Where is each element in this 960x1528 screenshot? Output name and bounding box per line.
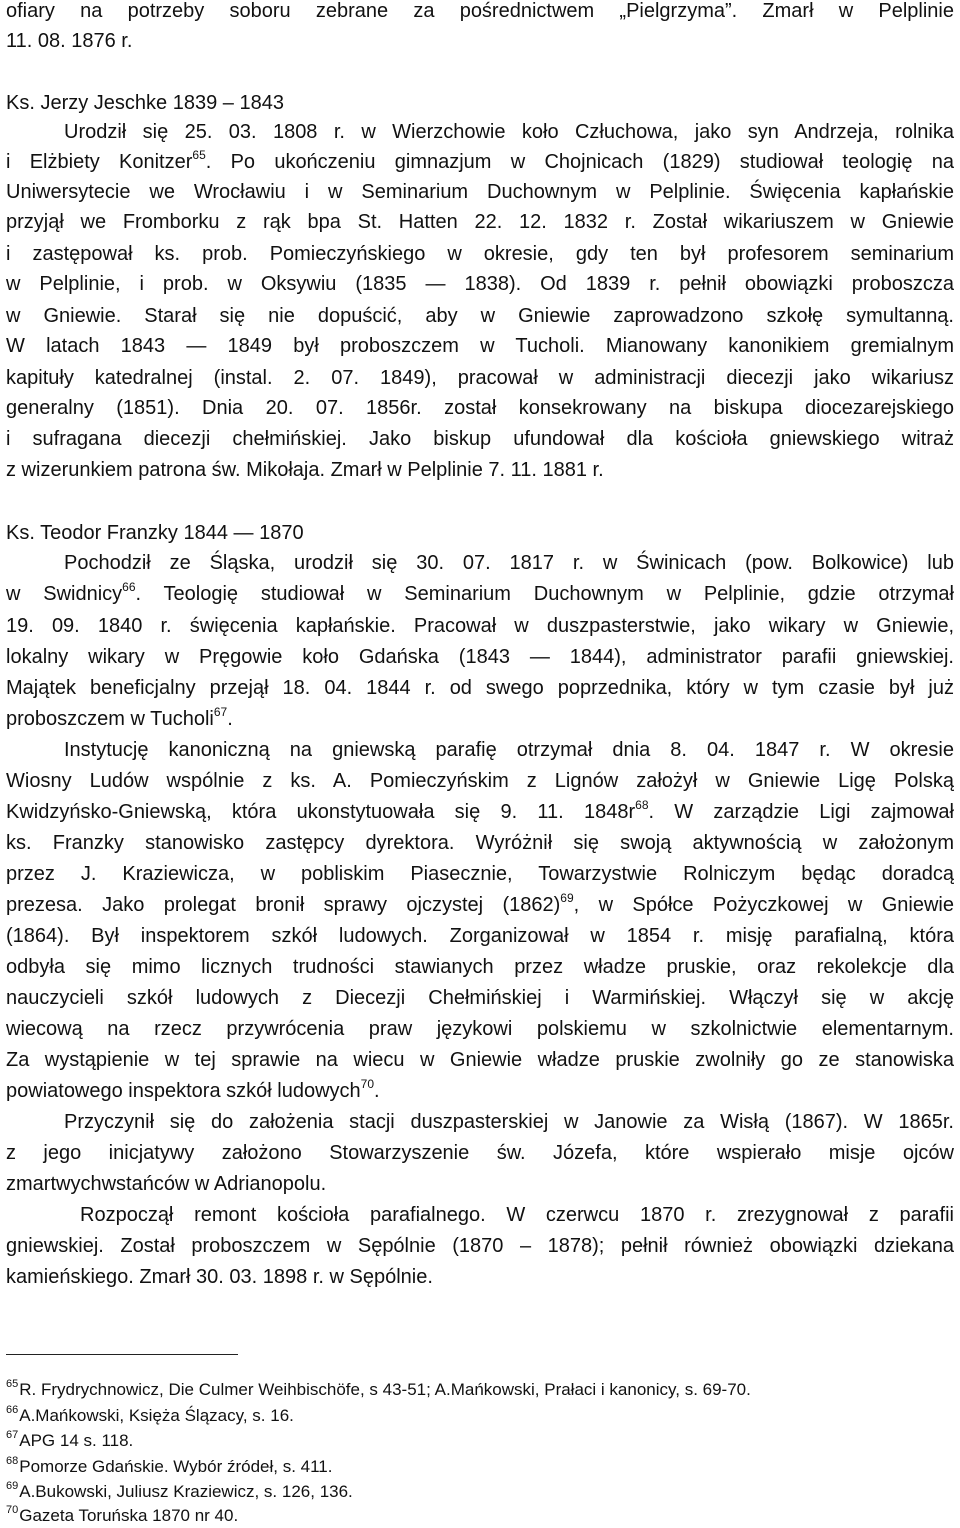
footnote-text: A.Mańkowski, Księża Ślązacy, s. 16. (19, 1406, 294, 1425)
text-line: przez J. Kraziewicza, w pobliskim Piasecznie, Towarzystwie Rolniczym będąc doradcą (6, 863, 954, 885)
footnote (6, 1398, 294, 1425)
text-line: W latach 1843 — 1849 był proboszczem w Tucholi. Mianowany kanonikiem gremialnym (6, 335, 954, 357)
footnote-number: 65 (6, 1378, 19, 1390)
text-line: (1864). Był inspektorem szkół ludowych. Zorganizował w 1854 r. misję parafialną, która (6, 925, 954, 947)
text-line: Urodził się 25. 03. 1808 r. w Wierzchowie koło Człuchowa, jako syn Andrzeja, rolnika (64, 121, 954, 143)
footnote-text: APG 14 s. 118. (19, 1431, 134, 1450)
footnote-divider (6, 1354, 238, 1355)
text-line: odbyła się mimo licznych trudności stawianych przez władze pruskie, oraz rekolekcje dla (6, 956, 954, 978)
footnote-number: 70 (6, 1504, 19, 1516)
text-line: i sufragana diecezji chełmińskiej. Jako biskup ufundował dla kościoła gniewskiego witraż (6, 428, 954, 450)
text-line: Instytucję kanoniczną na gniewską parafię otrzymał dnia 8. 04. 1847 r. W okresie (64, 739, 954, 761)
text-line: Kwidzyńsko-Gniewską, która ukonstytuowała się 9. 11. $1848r^{68}$. W zarządzie Ligi zajmował (6, 798, 954, 823)
footnote (6, 1372, 751, 1399)
section-heading: Ks. Jerzy Jeschke 1839 – 1843 (6, 92, 284, 114)
footnote-ref[interactable]: 65 (192, 148, 206, 162)
text-line: generalny (1851). Dnia 20. 07. 1856r. został konsekrowany na biskupa diocezarejskiego (6, 397, 954, 419)
footnote-text: A.Bukowski, Juliusz Kraziewicz, s. 126, 136. (19, 1482, 353, 1501)
text-line: Za wystąpienie w tej sprawie na wiecu w Gniewie władze pruskie zwolniły go ze stanowiska (6, 1049, 954, 1071)
text-line: i zastępował ks. prob. Pomieczyńskiego w okresie, gdy ten był profesorem seminarium (6, 243, 954, 265)
footnote-number: 69 (6, 1480, 19, 1492)
text-line: powiatowego inspektora szkół ludowych$^{70}$. (6, 1077, 380, 1102)
text-line: w Pelplinie, i prob. w Oksywiu (1835 — 1838). Od 1839 r. pełnił obowiązki proboszcza (6, 273, 954, 295)
text-line: zmartwychwstańców w Adrianopolu. (6, 1173, 327, 1195)
text-line: gniewskiej. Został proboszczem w Sępólnie (1870 – 1878); pełnił również obowiązki dziekana (6, 1235, 954, 1257)
footnote (6, 1498, 239, 1525)
text-line: z wizerunkiem patrona św. Mikołaja. Zmarł w Pelplinie 7. 11. 1881 r. (6, 459, 604, 481)
footnote-ref[interactable]: 67 (213, 705, 228, 719)
text-line: prezesa. Jako prolegat bronił sprawy ojczystej $(1862)^{69}$, w Spółce Pożyczkowej w Gniewie (6, 891, 954, 916)
text-line: w Swidnicy$^{66}$. Teologię studiował w Seminarium Duchownym w Pelplinie, gdzie otrzymał (6, 580, 954, 605)
footnote (6, 1423, 134, 1450)
footnote-ref[interactable]: 68 (635, 798, 649, 812)
text-line: Uniwersytecie we Wrocławiu i w Seminarium Duchownym w Pelplinie. Święcenia kapłańskie (6, 181, 954, 203)
footnote-number: 68 (6, 1455, 19, 1467)
text-line: 19. 09. 1840 r. święcenia kapłańskie. Pracował w duszpasterstwie, jako wikary w Gniewie, (6, 615, 954, 637)
text-line: Wiosny Ludów wspólnie z ks. A. Pomieczyńskim z Lignów założył w Gniewie Ligę Polską (6, 770, 954, 792)
footnote-text: Pomorze Gdańskie. Wybór źródeł, s. 411. (19, 1457, 333, 1476)
text-line: nauczycieli szkół ludowych z Diecezji Chełmińskiej i Warmińskiej. Włączył się w akcję (6, 987, 954, 1009)
text-line: ofiary na potrzeby soboru zebrane za pośrednictwem „Pielgrzyma”. Zmarł w Pelplinie (6, 0, 954, 22)
footnote (6, 1474, 353, 1501)
text-line: ks. Franzky stanowisko zastępcy dyrektora. Wyróżnił się swoją aktywnością w założonym (6, 832, 954, 854)
footnote-number: 67 (6, 1429, 19, 1441)
footnote-ref[interactable]: 66 (122, 580, 136, 594)
text-line: lokalny wikary w Pręgowie koło Gdańska (1843 — 1844), administrator parafii gniewskiej. (6, 646, 954, 668)
text-line: kapituły katedralnej (instal. 2. 07. 1849), pracował w administracji diecezji jako wikariusz (6, 367, 954, 389)
text-line: w Gniewie. Starał się nie dopuścić, aby w Gniewie zaprowadzono szkołę symultanną. (6, 305, 954, 327)
text-line: przyjął we Fromborku z rąk bpa St. Hatten 22. 12. 1832 r. Został wikariuszem w Gniewie (6, 211, 954, 233)
text-line: Przyczynił się do założenia stacji duszpasterskiej w Janowie za Wisłą (1867). W 1865r. (64, 1111, 954, 1133)
section-heading: Ks. Teodor Franzky 1844 — 1870 (6, 522, 304, 544)
text-line: i Elżbiety Konitzer$^{65}$. Po ukończeniu gimnazjum w Chojnicach (1829) studiował teologię na (6, 148, 954, 173)
text-line: 11. 08. 1876 r. (6, 30, 133, 52)
text-line: proboszczem w Tucholi$^{67}$. (6, 705, 233, 730)
text-line: kamieńskiego. Zmarł 30. 03. 1898 r. w Sępólnie. (6, 1266, 433, 1288)
text-line: Majątek beneficjalny przejął 18. 04. 1844 r. od swego poprzednika, który w tym czasie był już (6, 677, 954, 699)
text-line: Rozpoczął remont kościoła parafialnego. W czerwcu 1870 r. zrezygnował z parafii (80, 1204, 954, 1226)
text-line: z jego inicjatywy założono Stowarzyszenie św. Józefa, które wspierało misje ojców (6, 1142, 954, 1164)
text-line: wiecową na rzecz przywrócenia praw językowi polskiemu w szkolnictwie elementarnym. (6, 1018, 954, 1040)
footnote (6, 1449, 333, 1476)
footnote-number: 66 (6, 1404, 19, 1416)
footnote-ref[interactable]: 70 (360, 1077, 374, 1091)
footnote-text: Gazeta Toruńska 1870 nr 40. (19, 1506, 239, 1525)
footnote-text: R. Frydrychnowicz, Die Culmer Weihbischöfe, s 43-51; A.Mańkowski, Prałaci i kanonicy, s. 69-70. (19, 1380, 751, 1399)
footnote-ref[interactable]: 69 (560, 891, 574, 905)
text-line: Pochodził ze Śląska, urodził się 30. 07. 1817 r. w Świnicach (pow. Bolkowice) lub (64, 552, 954, 574)
